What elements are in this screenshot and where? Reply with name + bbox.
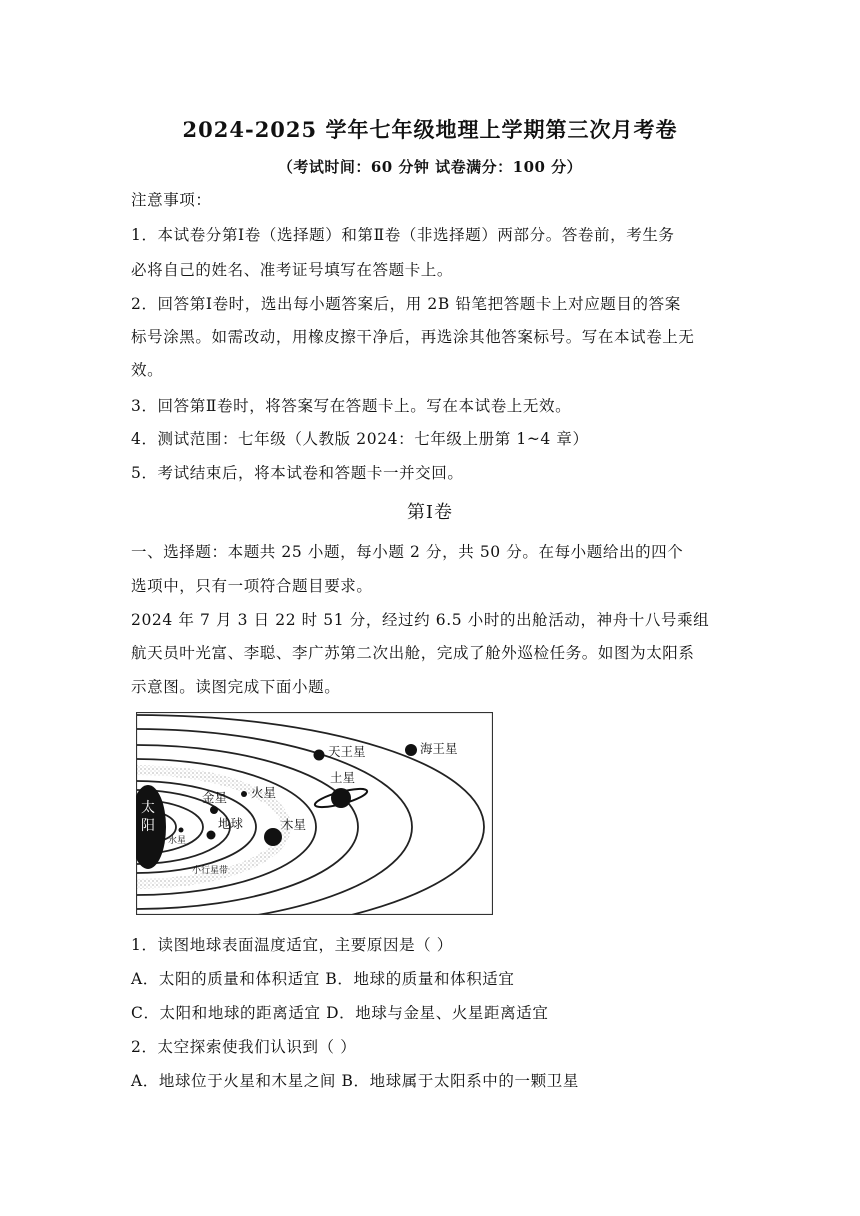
exam-title: 2024-2025 学年七年级地理上学期第三次月考卷 (182, 117, 678, 142)
notice-line: 必将自己的姓名、准考证号填写在答题卡上。 (131, 261, 454, 279)
earth-label: 地球 (218, 816, 244, 831)
option-line: A．地球位于火星和木星之间 B．地球属于太阳系中的一颗卫星 (131, 1072, 579, 1090)
option-line: C．太阳和地球的距离适宜 D．地球与金星、火星距离适宜 (131, 1004, 549, 1022)
section-intro-line: 一、选择题：本题共 25 小题，每小题 2 分，共 50 分。在每小题给出的四个 (131, 543, 684, 561)
venus (210, 806, 218, 814)
neptune-label: 海王星 (420, 741, 458, 756)
jupiter-label: 木星 (281, 817, 307, 832)
notice-line: 4．测试范围：七年级（人教版 2024：七年级上册第 1~4 章） (131, 430, 589, 448)
neptune (405, 744, 417, 756)
notice-line: 3．回答第Ⅱ卷时，将答案写在答题卡上。写在本试卷上无效。 (131, 397, 572, 415)
section-intro-line: 选项中，只有一项符合题目要求。 (131, 577, 373, 595)
question-line: 2．太空探索使我们认识到（ ） (131, 1038, 357, 1056)
sun-label: 太 (141, 800, 155, 816)
notice-heading: 注意事项： (131, 191, 212, 209)
earth (207, 831, 216, 840)
notice-line: 标号涂黑。如需改动，用橡皮擦干净后，再选涂其他答案标号。写在本试卷上无 (131, 328, 695, 346)
option-line: A．太阳的质量和体积适宜 B．地球的质量和体积适宜 (131, 970, 515, 988)
notice-line: 效。 (131, 361, 164, 379)
venus-label: 金星 (202, 790, 228, 805)
mercury-label: 水星 (168, 836, 187, 846)
mars-label: 火星 (251, 785, 277, 800)
notice-line: 5．考试结束后，将本试卷和答题卡一并交回。 (131, 464, 464, 482)
notice-line: 2．回答第Ⅰ卷时，选出每小题答案后，用 2B 铅笔把答题卡上对应题目的答案 (131, 295, 681, 313)
passage-line: 示意图。读图完成下面小题。 (131, 678, 341, 696)
passage-line: 航天员叶光富、李聪、李广苏第二次出舱，完成了舱外巡检任务。如图为太阳系 (131, 644, 695, 662)
question-line: 1．读图地球表面温度适宜，主要原因是（ ） (131, 936, 453, 954)
section-title: 第Ⅰ卷 (406, 502, 454, 523)
saturn-label: 土星 (330, 770, 356, 785)
passage-line: 2024 年 7 月 3 日 22 时 51 分，经过约 6.5 小时的出舱活动，神舟十八号乘组 (131, 611, 710, 629)
mercury (179, 828, 184, 833)
uranus (314, 750, 325, 761)
exam-subtitle: （考试时间：60 分钟 试卷满分：100 分） (277, 158, 583, 176)
solar-system-diagram (136, 712, 493, 915)
uranus-label: 天王星 (328, 744, 366, 759)
jupiter (264, 828, 282, 846)
sun-label: 阳 (141, 818, 155, 834)
saturn (331, 788, 351, 808)
mars (241, 791, 247, 797)
asteroid-belt-label: 小行星带 (192, 866, 229, 876)
notice-line: 1．本试卷分第Ⅰ卷（选择题）和第Ⅱ卷（非选择题）两部分。答卷前，考生务 (131, 226, 675, 244)
